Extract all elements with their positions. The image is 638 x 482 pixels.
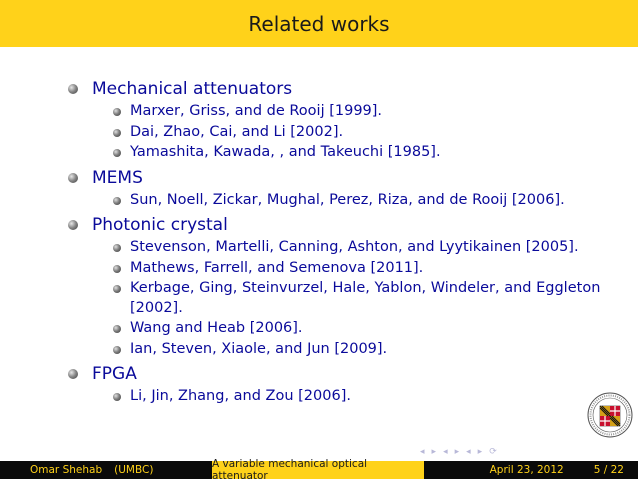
reference-text: Wang and Heab [2006]. bbox=[130, 320, 303, 336]
sub-list bbox=[92, 191, 626, 211]
list-item bbox=[108, 143, 626, 163]
list-item bbox=[108, 319, 626, 339]
bullet-ball-icon bbox=[113, 325, 121, 333]
bullet-ball-icon bbox=[113, 265, 121, 273]
section-mems bbox=[66, 167, 626, 211]
footer-author-box bbox=[0, 461, 212, 479]
footer-institution: (UMBC) bbox=[114, 464, 154, 476]
section-label: Photonic crystal bbox=[92, 215, 228, 235]
section-label: MEMS bbox=[92, 167, 143, 188]
list-item bbox=[108, 279, 626, 318]
bullet-ball-icon bbox=[113, 393, 121, 401]
list-item bbox=[108, 102, 626, 122]
subsection-forward-icon[interactable]: ▸ bbox=[454, 447, 460, 457]
section-fpga bbox=[66, 363, 626, 407]
bullet-ball-icon bbox=[113, 197, 121, 205]
section-label: Mechanical attenuators bbox=[92, 79, 293, 99]
list-item bbox=[108, 123, 626, 143]
reference-text: Kerbage, Ging, Steinvurzel, Hale, Yablon, Windeler, and Eggleton [2002]. bbox=[130, 280, 601, 316]
bullet-ball-icon bbox=[68, 84, 78, 94]
bullet-ball-icon bbox=[68, 173, 78, 183]
sub-list bbox=[92, 238, 626, 359]
subsection-back-icon[interactable]: ◂ bbox=[443, 447, 448, 457]
bullet-ball-icon bbox=[113, 129, 121, 137]
footer-title-box bbox=[212, 458, 424, 482]
section-photonic-crystal bbox=[66, 214, 626, 359]
page-number: 5 / 22 bbox=[593, 464, 624, 476]
bullet-ball-icon bbox=[113, 244, 121, 252]
reference-text: Stevenson, Martelli, Canning, Ashton, and Lyytikainen [2005]. bbox=[130, 239, 579, 255]
reference-text: Ian, Steven, Xiaole, and Jun [2009]. bbox=[130, 340, 388, 357]
search-icon[interactable]: ⟳ bbox=[489, 447, 497, 457]
reference-text: Sun, Noell, Zickar, Mughal, Perez, Riza, and de Rooij [2006]. bbox=[130, 191, 565, 208]
section-back-icon[interactable]: ◂ bbox=[466, 447, 471, 457]
bullet-ball-icon bbox=[68, 220, 78, 230]
reference-text: Li, Jin, Zhang, and Zou [2006]. bbox=[130, 388, 351, 404]
sub-list bbox=[92, 387, 626, 407]
reference-text: Yamashita, Kawada, , and Takeuchi [1985]. bbox=[130, 144, 441, 160]
section-mechanical-attenuators bbox=[66, 78, 626, 163]
slide-title: Related works bbox=[248, 11, 390, 36]
footer-short-title: A variable mechanical optical attenuator bbox=[212, 458, 368, 482]
frame-back-icon[interactable]: ◂ bbox=[420, 447, 425, 457]
list-item bbox=[108, 259, 626, 279]
reference-text: Marxer, Griss, and de Rooij [1999]. bbox=[130, 103, 383, 119]
title-bar bbox=[0, 0, 638, 47]
slide-content bbox=[66, 78, 626, 411]
section-label: FPGA bbox=[92, 364, 137, 384]
reference-text: Dai, Zhao, Cai, and Li [2002]. bbox=[130, 123, 344, 140]
footer-date-box bbox=[424, 461, 638, 479]
list-item bbox=[108, 340, 626, 360]
bullet-ball-icon bbox=[113, 149, 121, 157]
footer-bar bbox=[0, 458, 638, 482]
sub-list bbox=[92, 102, 626, 163]
list-item bbox=[108, 238, 626, 258]
bullet-ball-icon bbox=[68, 369, 78, 379]
university-seal-icon bbox=[587, 392, 633, 438]
reference-text: Mathews, Farrell, and Semenova [2011]. bbox=[130, 259, 424, 276]
footer-author: Omar Shehab bbox=[30, 464, 103, 476]
section-forward-icon[interactable]: ▸ bbox=[477, 447, 483, 457]
bullet-ball-icon bbox=[113, 346, 121, 354]
bullet-ball-icon bbox=[113, 108, 121, 116]
frame-forward-icon[interactable]: ▸ bbox=[431, 447, 437, 457]
footer-date: April 23, 2012 bbox=[489, 464, 564, 476]
bullet-list bbox=[66, 78, 626, 407]
list-item bbox=[108, 191, 626, 211]
bullet-ball-icon bbox=[113, 285, 121, 293]
list-item bbox=[108, 387, 626, 407]
beamer-navigation bbox=[420, 446, 497, 458]
